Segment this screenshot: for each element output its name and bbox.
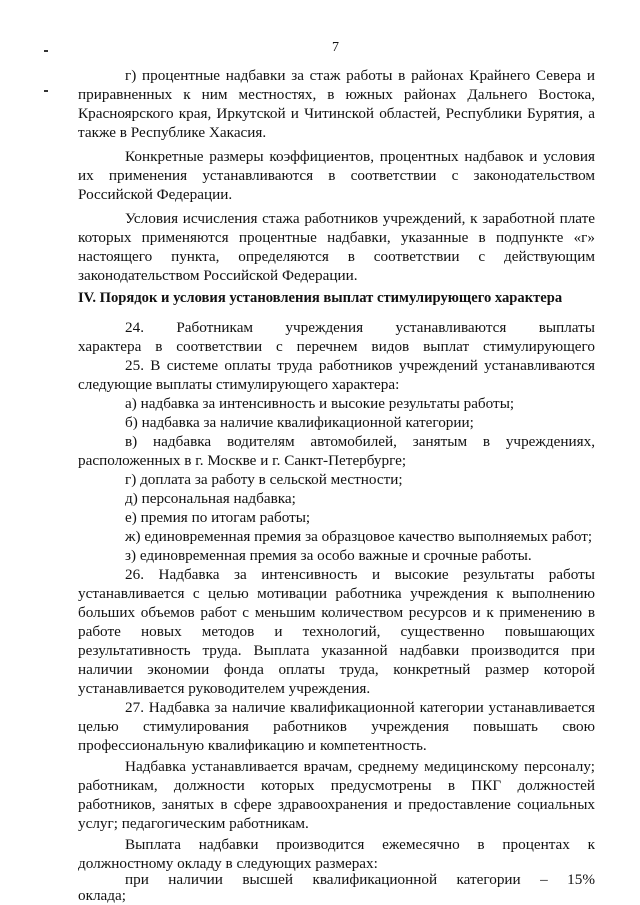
text-line: результативность труда. Выплата указанной надбавки производится при	[78, 642, 595, 659]
text-line: работникам, должности которых предусмотрены в ПКГ должностей	[78, 777, 595, 794]
text-line: устанавливается с целью мотивации работника учреждения к выполнению	[78, 585, 595, 602]
list-item: г) доплата за работу в сельской местности;	[125, 471, 403, 488]
text-line: устанавливается руководителем учреждения.	[78, 680, 371, 697]
text-line: Российской Федерации.	[78, 186, 233, 203]
text-line: законодательством Российской Федерации.	[78, 267, 358, 284]
text-line: которых применяются процентные надбавки, указанные в подпункте «г»	[78, 229, 595, 246]
text-line: г) процентные надбавки за стаж работы в районах Крайнего Севера и	[125, 67, 595, 84]
text-line: настоящего пункта, определяются в соответствии с действующим	[78, 248, 595, 265]
text-line: их применения устанавливаются в соответствии с законодательством	[78, 167, 595, 184]
text-line: услуг; педагогическим работникам.	[78, 815, 309, 832]
text-line: должностному окладу в следующих размерах:	[78, 855, 378, 872]
text-line: Условия исчисления стажа работников учреждений, к заработной плате	[125, 210, 595, 227]
text-line: при наличии высшей квалификационной категории – 15%	[125, 871, 595, 888]
list-item: а) надбавка за интенсивность и высокие результаты работы;	[125, 395, 515, 412]
text-line: оклада;	[78, 887, 126, 904]
text-line: Конкретные размеры коэффициентов, процентных надбавок и условия	[125, 148, 595, 165]
list-item: б) надбавка за наличие квалификационной категории;	[125, 414, 474, 431]
margin-mark	[44, 50, 48, 52]
text-line: расположенных в г. Москве и г. Санкт-Петербурге;	[78, 452, 407, 469]
text-line: 26. Надбавка за интенсивность и высокие результаты работы	[125, 566, 595, 583]
list-item: е) премия по итогам работы;	[125, 509, 311, 526]
text-line: профессиональную квалификацию и компетентность.	[78, 737, 427, 754]
text-line: приравненных к ним местностях, в южных районах Дальнего Востока,	[78, 86, 595, 103]
text-line: 27. Надбавка за наличие квалификационной категории устанавливается	[125, 699, 595, 716]
text-line: Надбавка устанавливается врачам, среднему медицинскому персоналу;	[125, 758, 595, 775]
list-item: д) персональная надбавка;	[125, 490, 296, 507]
section-heading: IV. Порядок и условия установления выплат стимулирующего характера	[78, 290, 563, 306]
text-line: следующие выплаты стимулирующего характера:	[78, 376, 400, 393]
page-number: 7	[332, 40, 339, 55]
text-line: работе новых методов и технологий, существенно повышающих	[78, 623, 595, 640]
text-line: 24. Работникам учреждения устанавливаются выплаты	[125, 319, 595, 336]
text-line: также в Республике Хакасия.	[78, 124, 267, 141]
list-item: з) единовременная премия за особо важные и срочные работы.	[125, 547, 532, 564]
text-line: целью стимулирования работников учреждения повышать свою	[78, 718, 595, 735]
text-line: работников, занятых в сфере здравоохранения и предоставление социальных	[78, 796, 595, 813]
list-item: ж) единовременная премия за образцовое качество выполняемых работ;	[125, 528, 593, 545]
text-line: больших объемов работ с меньшим количеством ресурсов и к применению в	[78, 604, 595, 621]
text-line: характера в соответствии с перечнем видов выплат стимулирующего	[78, 338, 595, 355]
text-line: наличии экономии фонда оплаты труда, конкретный размер которой	[78, 661, 595, 678]
text-line: Выплата надбавки производится ежемесячно в процентах к	[125, 836, 595, 853]
text-line: 25. В системе оплаты труда работников учреждений устанавливаются	[125, 357, 595, 374]
text-line: Красноярского края, Иркутской и Читинской областей, Республики Бурятия, а	[78, 105, 595, 122]
margin-mark	[44, 90, 48, 92]
list-item: в) надбавка водителям автомобилей, занятым в учреждениях,	[125, 433, 595, 450]
